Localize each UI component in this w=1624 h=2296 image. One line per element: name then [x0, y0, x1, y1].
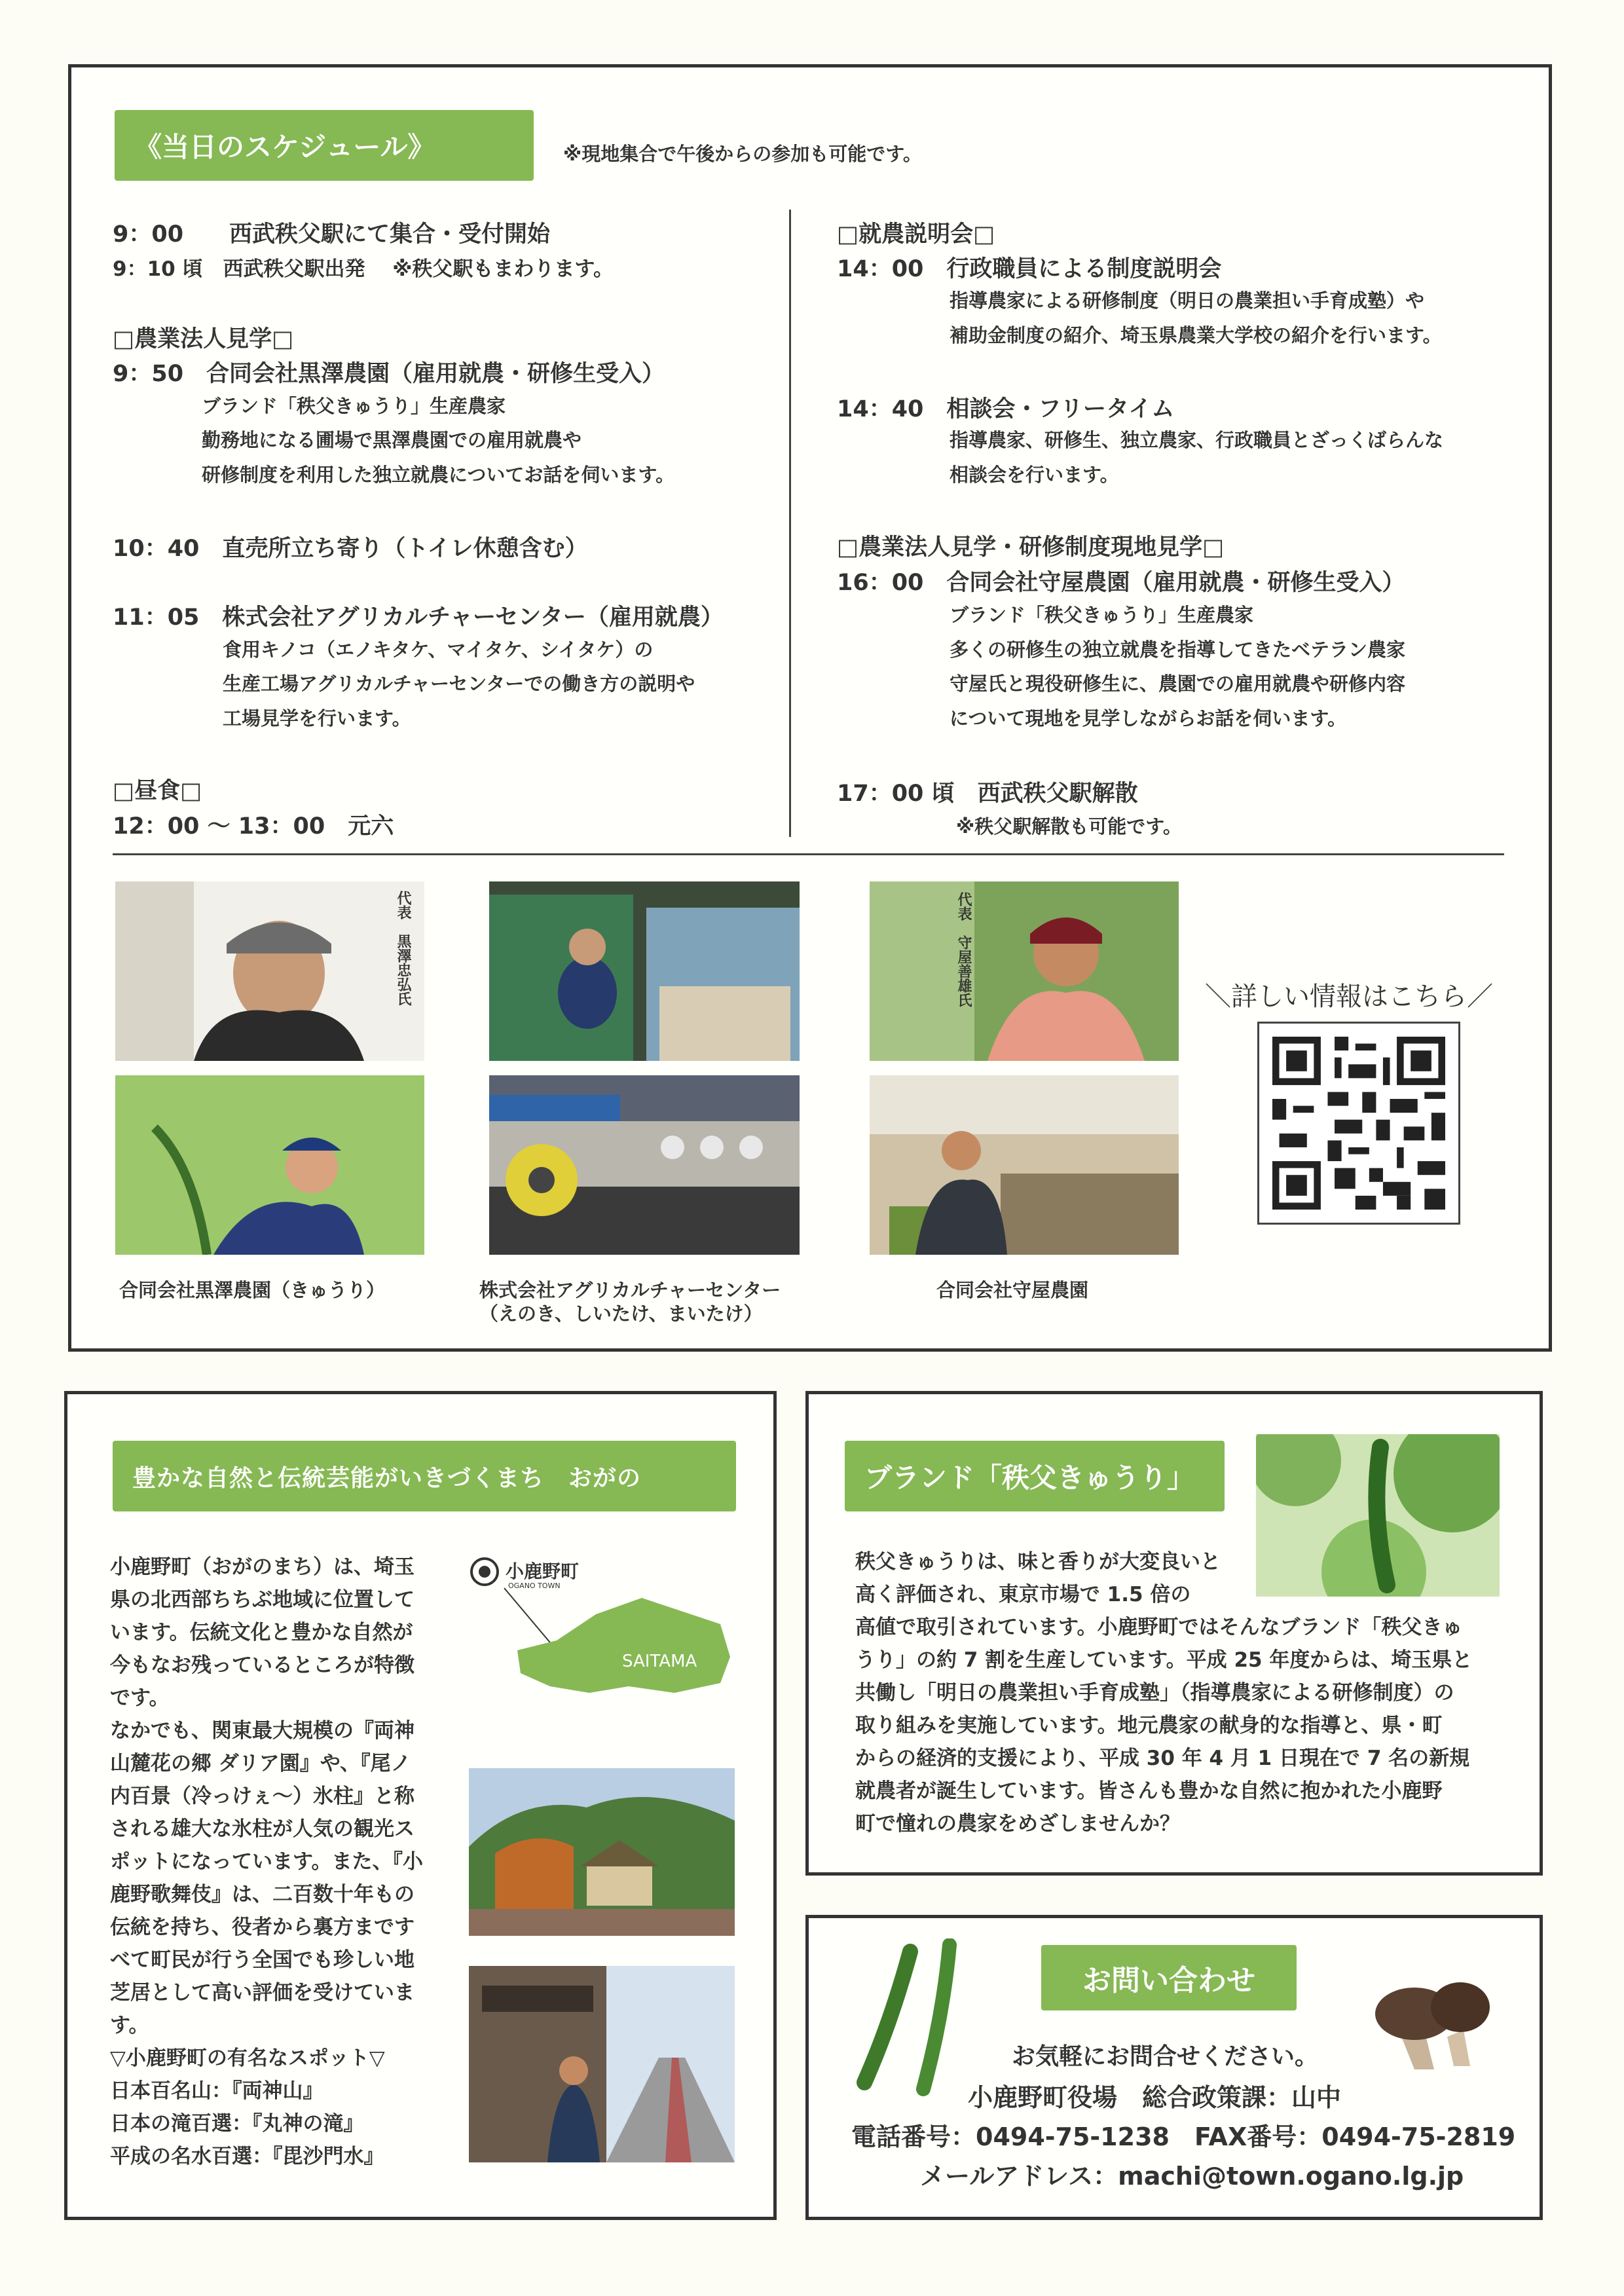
contact-title: お問い合わせ	[1082, 1964, 1255, 1997]
ogano-line: べて町民が行う全国でも珍しい地	[110, 1948, 415, 1972]
photo-street	[469, 1966, 735, 2162]
schedule-left-line: 9：50 合同会社黒澤農園（雇用就農・研修生受入）	[113, 361, 665, 387]
brand-line: 高く評価され、東京市場で 1.5 倍の	[855, 1583, 1191, 1606]
brand-line: 町で憧れの農家をめざしませんか？	[855, 1812, 1180, 1836]
ogano-line: ▽小鹿野町の有名なスポット▽	[110, 2046, 385, 2070]
contact-phone[interactable]: 電話番号：0494-75-1238 FAX番号：0494-75-2819	[851, 2122, 1516, 2151]
schedule-left-line: 勤務地になる圃場で黒澤農園での雇用就農や	[202, 429, 582, 451]
ogano-line: 今もなお残っているところが特徴	[110, 1654, 415, 1677]
photo-moriya-portrait	[870, 881, 1179, 1061]
schedule-right-line: 守屋氏と現役研修生に、農園での雇用就農や研修内容	[950, 673, 1406, 695]
mushroom-icon	[1362, 1958, 1493, 2076]
ogano-line: 日本の滝百選：『丸神の滝』	[110, 2112, 364, 2136]
schedule-right-line: 16：00 合同会社守屋農園（雇用就農・研修生受入）	[837, 570, 1405, 596]
caption-moriya: 合同会社守屋農園	[936, 1279, 1089, 1301]
schedule-left-line: 11：05 株式会社アグリカルチャーセンター（雇用就農）	[113, 604, 724, 631]
brand-title-band	[845, 1441, 1225, 1511]
map-town-label: 小鹿野町	[506, 1561, 580, 1582]
schedule-right-line: 多くの研修生の独立就農を指導してきたベテラン農家	[950, 639, 1406, 661]
schedule-title-band	[115, 110, 534, 181]
ogano-title-band	[113, 1441, 736, 1511]
brand-line: 高値で取引されています。小鹿野町ではそんなブランド「秩父きゅ	[855, 1616, 1463, 1639]
caption-kurosawa: 合同会社黒澤農園（きゅうり）	[119, 1279, 386, 1301]
schedule-left-line: 10：40 直売所立ち寄り（トイレ休憩含む）	[113, 536, 588, 562]
schedule-left-line: □農業法人見学□	[113, 326, 294, 352]
ogano-line: 県の北西部ちちぶ地域に位置して	[110, 1588, 415, 1612]
photo-kurosawa-harvest	[115, 1075, 424, 1255]
more-info-label: ＼詳しい情報はこちら／	[1205, 982, 1493, 1012]
schedule-left-line: 工場見学を行います。	[223, 707, 411, 730]
brand-line: 取り組みを実施しています。地元農家の献身的な指導と、県・町	[855, 1714, 1443, 1737]
ogano-line: 山麓花の郷 ダリア園』や、『尾ノ	[110, 1752, 411, 1775]
schedule-right-line: について現地を見学しながらお話を伺います。	[950, 707, 1347, 730]
contact-office: 小鹿野町役場 総合政策課：山中	[968, 2083, 1342, 2112]
schedule-left-line: 生産工場アグリカルチャーセンターでの働き方の説明や	[223, 673, 695, 695]
ogano-line: 内百景（冷っけぇ～）氷柱』と称	[110, 1785, 415, 1808]
ogano-line: す。	[110, 2014, 149, 2037]
contact-email[interactable]: メールアドレス：machi@town.ogano.lg.jp	[920, 2162, 1464, 2191]
ogano-title: 豊かな自然と伝統芸能がいきづくまち おがの	[132, 1464, 642, 1492]
schedule-left-line: □昼食□	[113, 778, 202, 804]
brand-line: 共働し「明日の農業担い手育成塾」（指導農家による研修制度）の	[855, 1681, 1454, 1705]
brand-line: からの経済的支援により、平成 30 年 4 月 1 日現在で 7 名の新規	[855, 1747, 1470, 1770]
map-town-en-label: OGANO TOWN	[508, 1582, 561, 1590]
schedule-left-line: 9：00 西武秩父駅にて集合・受付開始	[113, 221, 551, 248]
ogano-line: 芝居として高い評価を受けていま	[110, 1981, 415, 2005]
schedule-right-line: 指導農家による研修制度（明日の農業担い手育成塾）や	[950, 289, 1425, 312]
schedule-right-line: 14：40 相談会・フリータイム	[837, 396, 1175, 422]
schedule-left-line: 12：00 ～ 13：00 元六	[113, 813, 394, 840]
schedule-right-line: 指導農家、研修生、独立農家、行政職員とざっくばらんな	[950, 429, 1444, 451]
photo-kabuki-village	[469, 1768, 735, 1936]
qr-code[interactable]	[1257, 1022, 1460, 1225]
contact-title-band	[1041, 1945, 1297, 2010]
schedule-left-line: 食用キノコ（エノキタケ、マイタケ、シイタケ）の	[223, 639, 654, 661]
schedule-title: 《当日のスケジュール》	[134, 131, 435, 163]
schedule-left-line: 9：10 頃 西武秩父駅出発 ※秩父駅もまわります。	[113, 257, 614, 281]
ogano-description	[110, 1551, 423, 2173]
map-pref-label: SAITAMA	[622, 1652, 697, 1671]
photo-moriya-workshop	[870, 1075, 1179, 1255]
schedule-right-line: 17：00 頃 西武秩父駅解散	[837, 781, 1138, 807]
ogano-line: います。伝統文化と豊かな自然が	[110, 1621, 413, 1644]
schedule-right-line: 補助金制度の紹介、埼玉県農業大学校の紹介を行います。	[950, 324, 1442, 346]
schedule-left-line: ブランド「秩父きゅうり」生産農家	[202, 395, 506, 417]
ogano-line: 小鹿野町（おがのまち）は、埼玉	[110, 1555, 415, 1579]
ogano-line: 日本百名山：『両神山』	[110, 2079, 323, 2103]
photo-agri-factory	[489, 1075, 800, 1255]
brand-line: 秩父きゅうりは、味と香りが大変良いと	[855, 1550, 1221, 1574]
section-divider	[113, 853, 1504, 855]
cucumber-icon	[845, 1938, 976, 2102]
ogano-line: 鹿野歌舞伎』は、二百数十年もの	[110, 1883, 415, 1906]
photo-kurosawa-portrait	[115, 881, 424, 1061]
schedule-left-line: 研修制度を利用した独立就農についてお話を伺います。	[202, 464, 675, 486]
ogano-line: なかでも、関東最大規模の『両神	[110, 1719, 415, 1743]
brand-description	[855, 1546, 1472, 1840]
saitama-map	[465, 1552, 740, 1709]
contact-lead: お気軽にお問合せください。	[1012, 2043, 1319, 2070]
brand-line: 就農者が誕生しています。皆さんも豊かな自然に抱かれた小鹿野	[855, 1779, 1443, 1803]
caption-agri-2: （えのき、しいたけ、まいたけ）	[479, 1303, 763, 1325]
photo-agri-warehouse	[489, 881, 800, 1061]
schedule-note: ※現地集合で午後からの参加も可能です。	[563, 143, 922, 165]
ogano-line: ポットになっています。また、『小	[110, 1850, 424, 1874]
ogano-line: される雄大な氷柱が人気の観光ス	[110, 1817, 415, 1841]
schedule-right-line: ブランド「秩父きゅうり」生産農家	[950, 604, 1254, 626]
moriya-name: 代表 守屋善雄氏	[955, 892, 972, 1007]
schedule-right-line: ※秩父駅解散も可能です。	[956, 815, 1182, 838]
schedule-right-line: 14：00 行政職員による制度説明会	[837, 256, 1222, 282]
ogano-line: 平成の名水百選：『毘沙門水』	[110, 2145, 384, 2168]
brand-line: うり」の約 7 割を生産しています。平成 25 年度からは、埼玉県と	[855, 1648, 1473, 1672]
schedule-right-line: □就農説明会□	[837, 221, 995, 248]
caption-agri-1: 株式会社アグリカルチャーセンター	[479, 1279, 781, 1301]
brand-title: ブランド「秩父きゅうり」	[864, 1462, 1195, 1494]
schedule-right-line: 相談会を行います。	[950, 464, 1119, 486]
column-divider	[789, 210, 791, 837]
ogano-line: です。	[110, 1686, 170, 1710]
schedule-right-line: □農業法人見学・研修制度現地見学□	[837, 534, 1225, 561]
kurosawa-name: 代表 黒澤忠弘氏	[395, 891, 411, 1006]
ogano-line: 伝統を持ち、役者から裏方まです	[110, 1916, 415, 1939]
